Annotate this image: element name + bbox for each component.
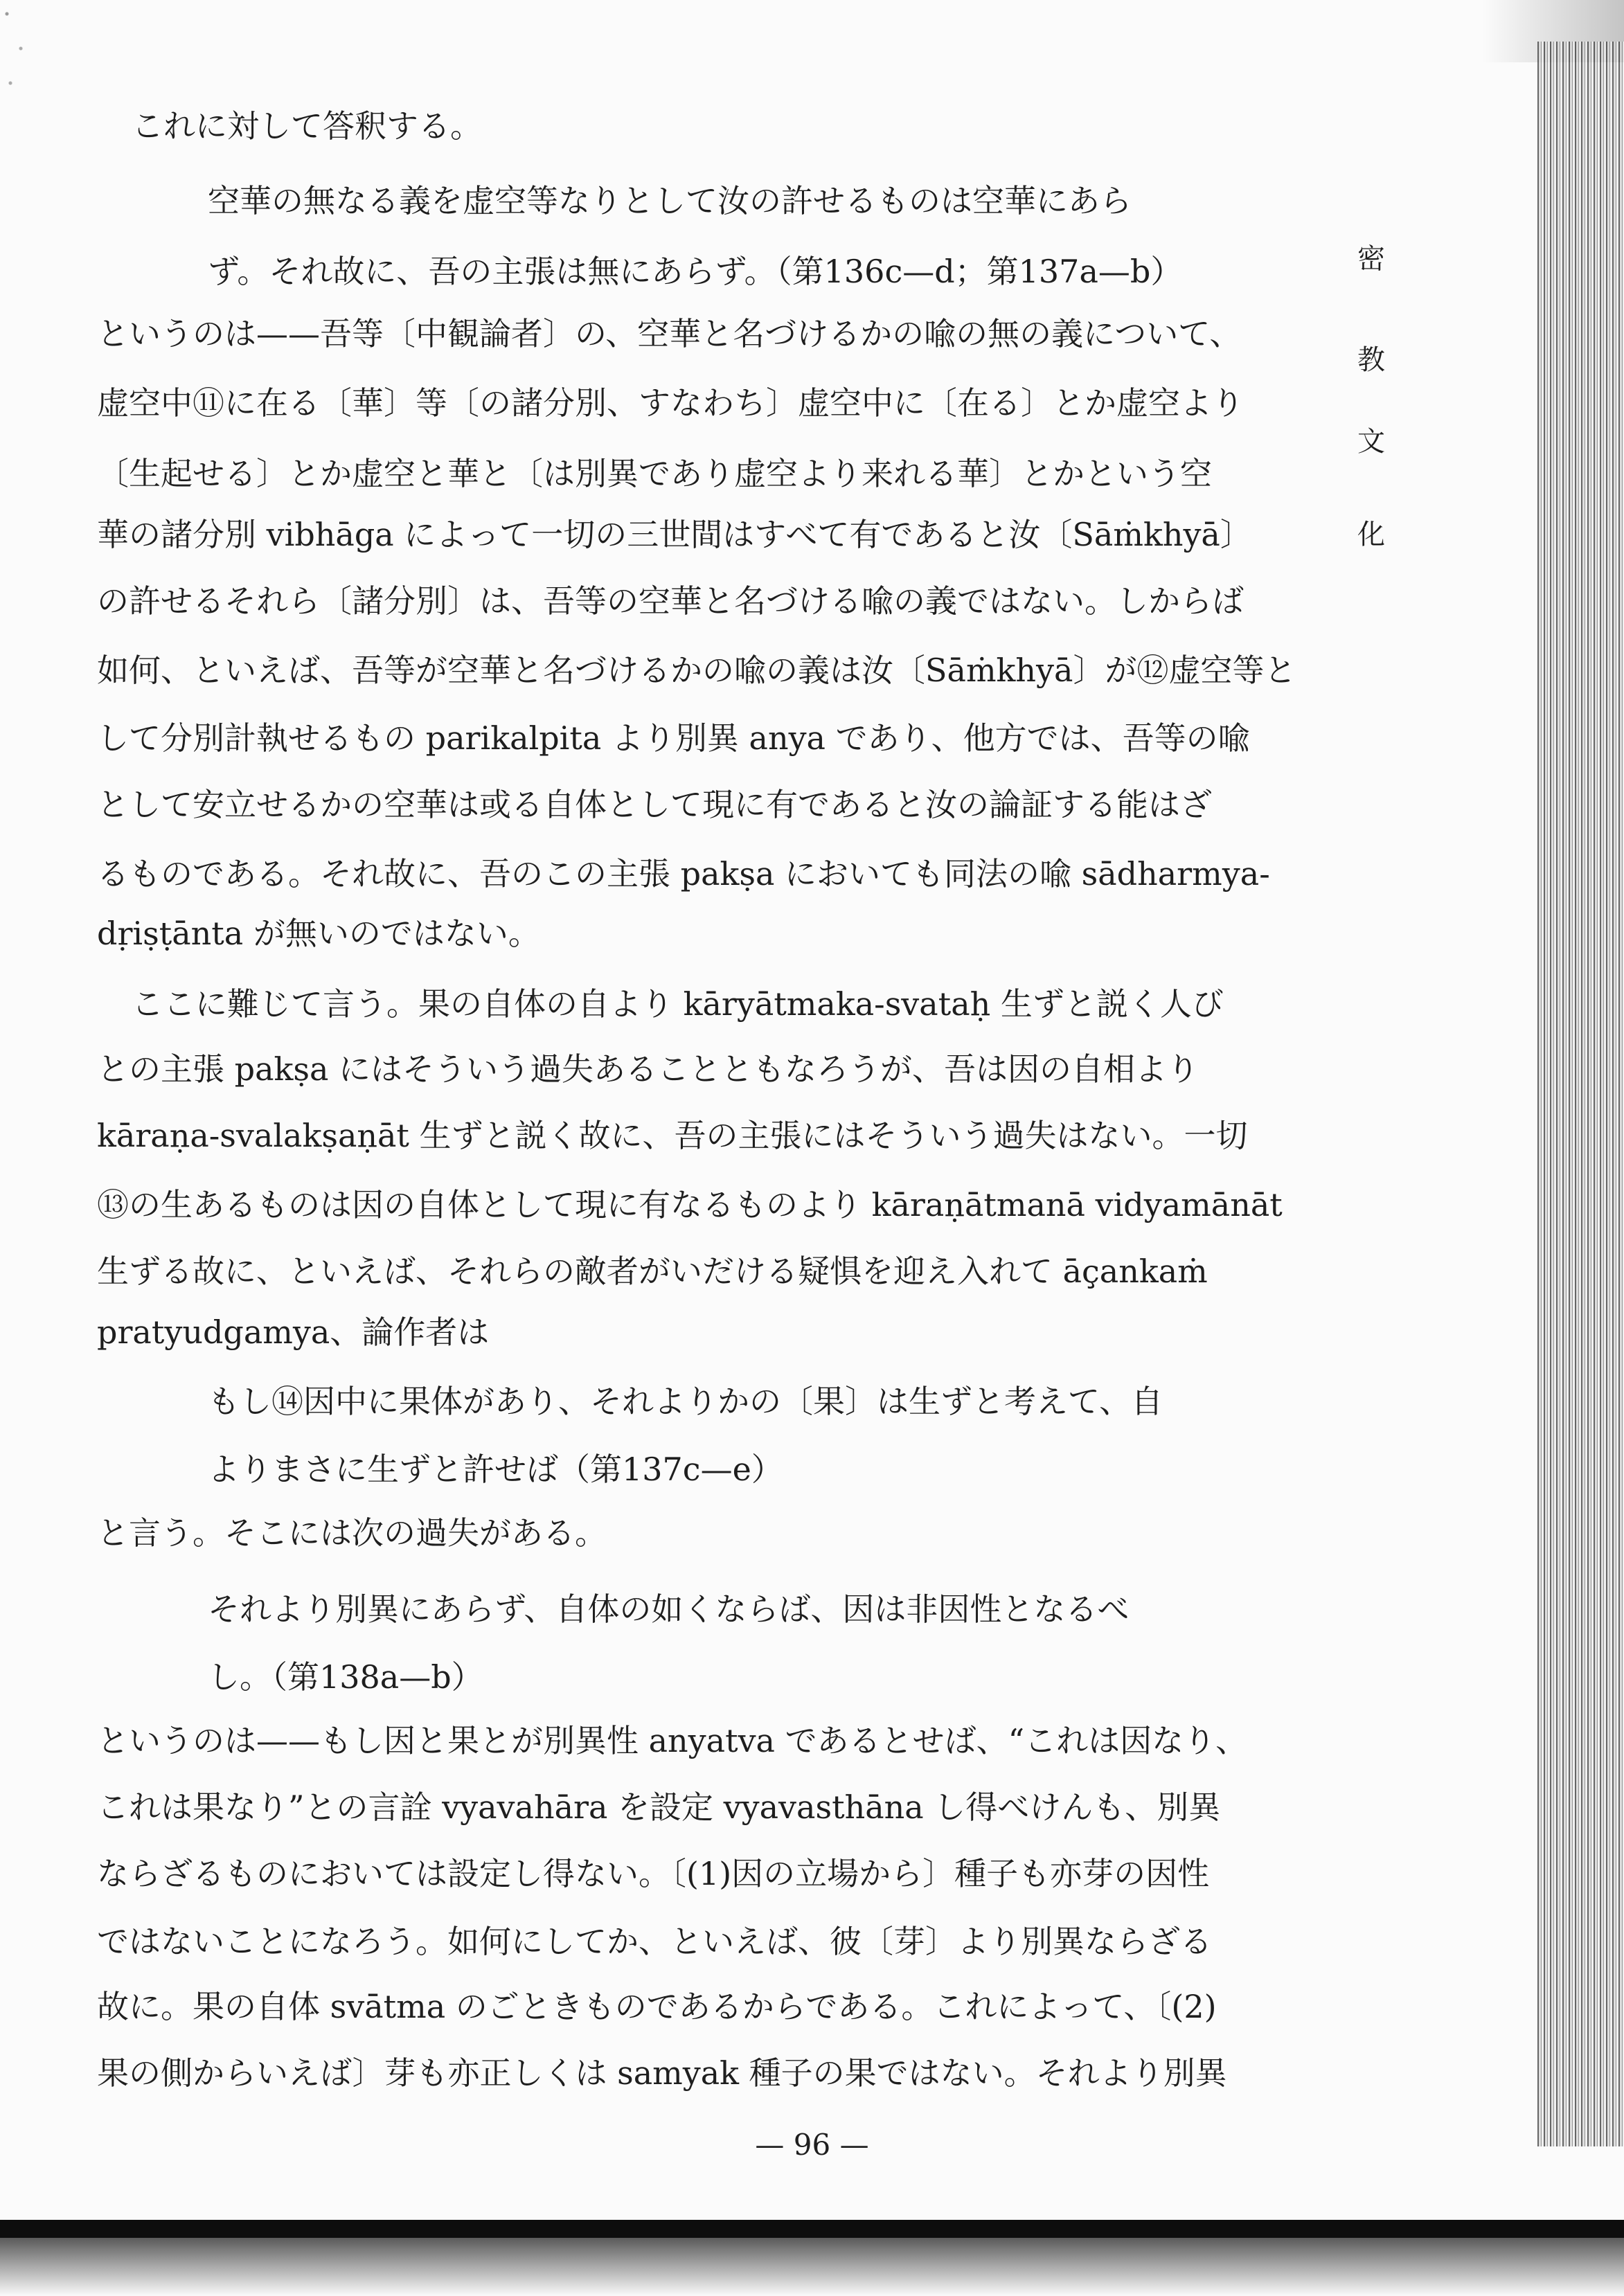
text-line: し。（第138a—b） xyxy=(208,1658,483,1696)
text-line: dṛiṣṭānta が無いのではない。 xyxy=(97,915,540,952)
text-line: ではないことになろう。如何にしてか、といえば、彼〔芽〕より別異ならざる xyxy=(97,1923,1212,1960)
text-line: 空華の無なる義を虚空等なりとして汝の許せるものは空華にあら xyxy=(208,182,1132,219)
text-line: というのは——もし因と果とが別異性 anyatva であるとせば、“これは因なり、 xyxy=(97,1722,1248,1759)
text-line: もし⑭因中に果体があり、それよりかの〔果〕は生ずと考えて、自 xyxy=(208,1383,1163,1420)
text-line: 果の側からいえば〕芽も亦正しくは samyak 種子の果ではない。それより別異 xyxy=(97,2054,1227,2092)
text-line: と言う。そこには次の過失がある。 xyxy=(97,1514,607,1552)
text-line: pratyudgamya、論作者は xyxy=(97,1313,490,1351)
side-title-char: 教 xyxy=(1357,344,1385,376)
text-line: kāraṇa-svalakṣaṇāt 生ずと説く故に、吾の主張にはそういう過失はない。一切 xyxy=(97,1117,1248,1154)
text-line: の許せるそれら〔諸分別〕は、吾等の空華と名づける喩の義ではない。しからば xyxy=(97,582,1244,620)
text-line: これに対して答釈する。 xyxy=(132,107,482,145)
text-line: ⑬の生あるものは因の自体として現に有なるものより kāraṇātmanā vidyamānāt xyxy=(97,1186,1283,1223)
text-line: 華の諸分別 vibhāga によって一切の三世間はすべて有であると汝〔Sāṁkhyā〕 xyxy=(97,516,1252,553)
text-line: これは果なり”との言詮 vyavahāra を設定 vyavasthāna し得べけんも、別異 xyxy=(97,1788,1221,1826)
text-line: して分別計執せるもの parikalpita より別異 anya であり、他方では、吾等の喩 xyxy=(97,719,1250,757)
text-line: というのは——吾等〔中観論者〕の、空華と名づけるかの喩の無の義について、 xyxy=(97,315,1242,352)
text-line: との主張 pakṣa にはそういう過失あることともなろうが、吾は因の自相より xyxy=(97,1050,1199,1088)
scan-bottom-fade xyxy=(0,2238,1624,2296)
text-line: 〔生起せる〕とか虚空と華と〔は別異であり虚空より来れる華〕とかという空 xyxy=(97,455,1212,492)
text-line: 虚空中⑪に在る〔華〕等〔の諸分別、すなわち〕虚空中に〔在る〕とか虚空より xyxy=(97,384,1244,422)
page-speckle xyxy=(0,0,55,111)
page-number: — 96 — xyxy=(755,2128,869,2162)
side-title-char: 文 xyxy=(1357,426,1385,458)
book-binding-edge xyxy=(1537,42,1624,2146)
text-line: ならざるものにおいては設定し得ない。〔(1)因の立場から〕種子も亦芽の因性 xyxy=(97,1855,1210,1892)
text-line: 故に。果の自体 svātma のごときものであるからである。これによって、〔(2) xyxy=(97,1988,1217,2025)
text-line: それより別異にあらず、自体の如くならば、因は非因性となるべ xyxy=(208,1590,1130,1628)
scan-bottom-edge xyxy=(0,2220,1624,2238)
text-line: ず。それ故に、吾の主張は無にあらず。（第136c—d；第137a—b） xyxy=(208,253,1183,290)
text-line: ここに難じて言う。果の自体の自より kāryātmaka-svataḥ 生ずと説く人び xyxy=(132,985,1224,1023)
side-title-char: 密 xyxy=(1357,243,1385,275)
text-line: 如何、といえば、吾等が空華と名づけるかの喩の義は汝〔Sāṁkhyā〕が⑫虚空等と xyxy=(97,652,1296,689)
side-title-char: 化 xyxy=(1357,519,1385,550)
text-line: るものである。それ故に、吾のこの主張 pakṣa においても同法の喩 sādharmya- xyxy=(97,855,1270,893)
text-line: として安立せるかの空華は或る自体として現に有であると汝の論証する能はざ xyxy=(97,786,1212,823)
text-line: 生ずる故に、といえば、それらの敵者がいだける疑惧を迎え入れて āçankaṁ xyxy=(97,1253,1208,1290)
text-line: よりまさに生ずと許せば（第137c—e） xyxy=(208,1451,783,1488)
